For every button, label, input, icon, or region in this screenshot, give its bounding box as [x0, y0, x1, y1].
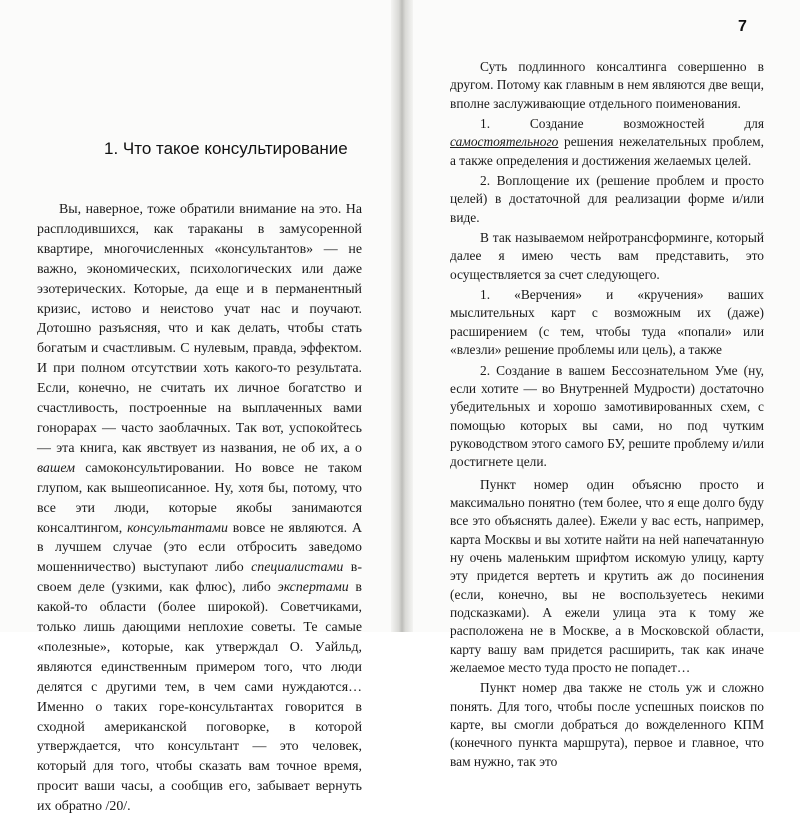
paragraph: Суть подлинного консалтинга совершенно в другом. Потому как главным в нем являются две вещи, вполне заслуживающие отдельного поименования.: [450, 59, 764, 111]
paragraph: Вы, наверное, тоже обратили внимание на это. На расплодившихся, как тараканы в замусоренной квартире, многочисленных «консультантов» — не важно, экономических, психологических или даже эзотерических. Которые, да еще и в перманентный кризис, истово и неистово учат нас и поучают. Дотошно разъясняя, что и как делать, чтобы стать богатым и счастливым. С нулевым, правда, эффектом. И при полном отсутствии хоть какого-то результата. Если, конечно, не считать их личное богатство и счастливость, построенные на выплаченных вами гонорарах — часто заоблачных. Так вот, успокойтесь — эта книга, как явствует из названия, не об их, а о вашем самоконсультировании. Но вовсе не таком глупом, как вышеописанное. Ну, хотя бы, потому, что все эти люди, которые якобы занимаются консалтингом, консультантами вовсе не являются. А в лучшем случае (это если отбросить заведомо мошенничество) выступают либо специалистами в-своем деле (узкими, как флюс), либо экспертами в какой-то области (более широкой). Советчиками, только лишь дающими неплохие советы. Те самые «полезные», которые, как утверждал О. Уайльд, являются единственным примером того, что люди делятся с другими тем, в чем сами нуждаются… Именно о таких горе-консультантах говорится в сходной американской поговорке, в которой утверждается, что консультант — это человек, который для того, чтобы сказать вам точное время, просит ваши часы, а сообщив его, забывает вернуть их обратно /20/.: [37, 202, 362, 815]
emphasis: специалистами: [251, 560, 344, 576]
emphasis: вашем: [37, 460, 76, 476]
emphasis: самостоятельного: [450, 134, 559, 150]
emphasis: экспертами: [277, 580, 349, 596]
paragraph: В так называемом нейротрансформинге, который далее я имею честь вам представить, это осуществляется за счет следующего.: [450, 230, 764, 282]
paragraph: 1. «Верчения» и «кручения» ваших мыслительных карт с возможным их (даже) расширением (с тем, чтобы туда «попали» или «влезли» решение проблемы или цель), а также: [450, 287, 764, 358]
emphasis: консультантами: [127, 520, 228, 536]
left-page: [0, 0, 391, 815]
left-page-body: [37, 200, 362, 817]
right-page-body: [450, 58, 764, 771]
paragraph: 2. Воплощение их (решение проблем и просто целей) в достаточной для реализации форме и/или виде.: [450, 173, 764, 225]
paragraph: Пункт номер один объясню просто и максимально понятно (тем более, что я еще долго буду все это объяснять далее). Ежели у вас есть, например, карта Москвы и вы хотите найти на ней напечатанную ну очень маленьким шрифтом искомую улицу, карту эту придется вертеть и крутить аж до посинения (если, конечно, вы не воспользуетесь некими подсказками). А ежели улица эта к тому же расположена не в Москве, а в Московской области, карту вашу вам придется расширить, так как иначе желаемое место туда просто не попадет…: [450, 476, 764, 675]
paragraph: 2. Создание в вашем Бессознательном Уме (ну, если хотите — во Внутренней Мудрости) достаточно убедительных и хорошо замотивированных схем, с помощью которых вы сами, но под чутким руководством этого самого БУ, решите проблему и/или достигнете цели.: [450, 362, 764, 470]
page-number: 7: [738, 18, 747, 35]
chapter-title: 1. Что такое консультирование: [104, 139, 348, 158]
paragraph: 1. Создание возможностей для самостоятельного решения нежелательных проблем, а также определения и достижения желаемых целей.: [450, 116, 764, 168]
book-spine: [391, 0, 413, 632]
paragraph: Пункт номер два также не столь уж и сложно понять. Для того, чтобы после успешных поисков по карте, вы смогли добраться до вожделенного КПМ (конечного пункта маршрута), первое и главное, что вам нужно, так это: [450, 680, 764, 769]
